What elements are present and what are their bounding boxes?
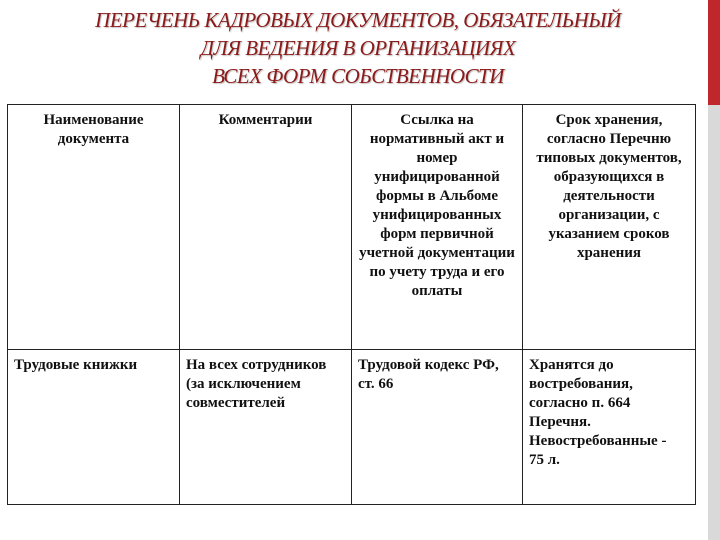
documents-table (7, 104, 696, 505)
table-header-row (8, 105, 696, 350)
cell-comment: На всех сотрудников (за исключением совместителей (180, 350, 352, 505)
side-accent-bar (708, 0, 720, 105)
cell-document-name: Трудовые книжки (8, 350, 180, 505)
title-line-3: ВСЕХ ФОРМ СОБСТВЕННОСТИ (212, 64, 504, 88)
header-legal-reference: Ссылка на нормативный акт и номер унифицированной формы в Альбоме унифицированных форм первичной учетной документации по учету труда и его оплаты (352, 105, 523, 350)
slide-title (20, 6, 696, 90)
cell-storage: Хранятся до востребования, согласно п. 664 Перечня. Невостребованные - 75 л. (523, 350, 696, 505)
cell-reference: Трудовой кодекс РФ, ст. 66 (352, 350, 523, 505)
header-storage-period: Срок хранения, согласно Перечню типовых документов, образующихся в деятельности организации, с указанием сроков хранения (523, 105, 696, 350)
title-line-2: ДЛЯ ВЕДЕНИЯ В ОРГАНИЗАЦИЯХ (200, 36, 516, 60)
title-line-1: ПЕРЕЧЕНЬ КАДРОВЫХ ДОКУМЕНТОВ, ОБЯЗАТЕЛЬНЫЙ (95, 8, 621, 32)
header-document-name: Наименование документа (8, 105, 180, 350)
table-row (8, 350, 696, 505)
header-comments: Комментарии (180, 105, 352, 350)
